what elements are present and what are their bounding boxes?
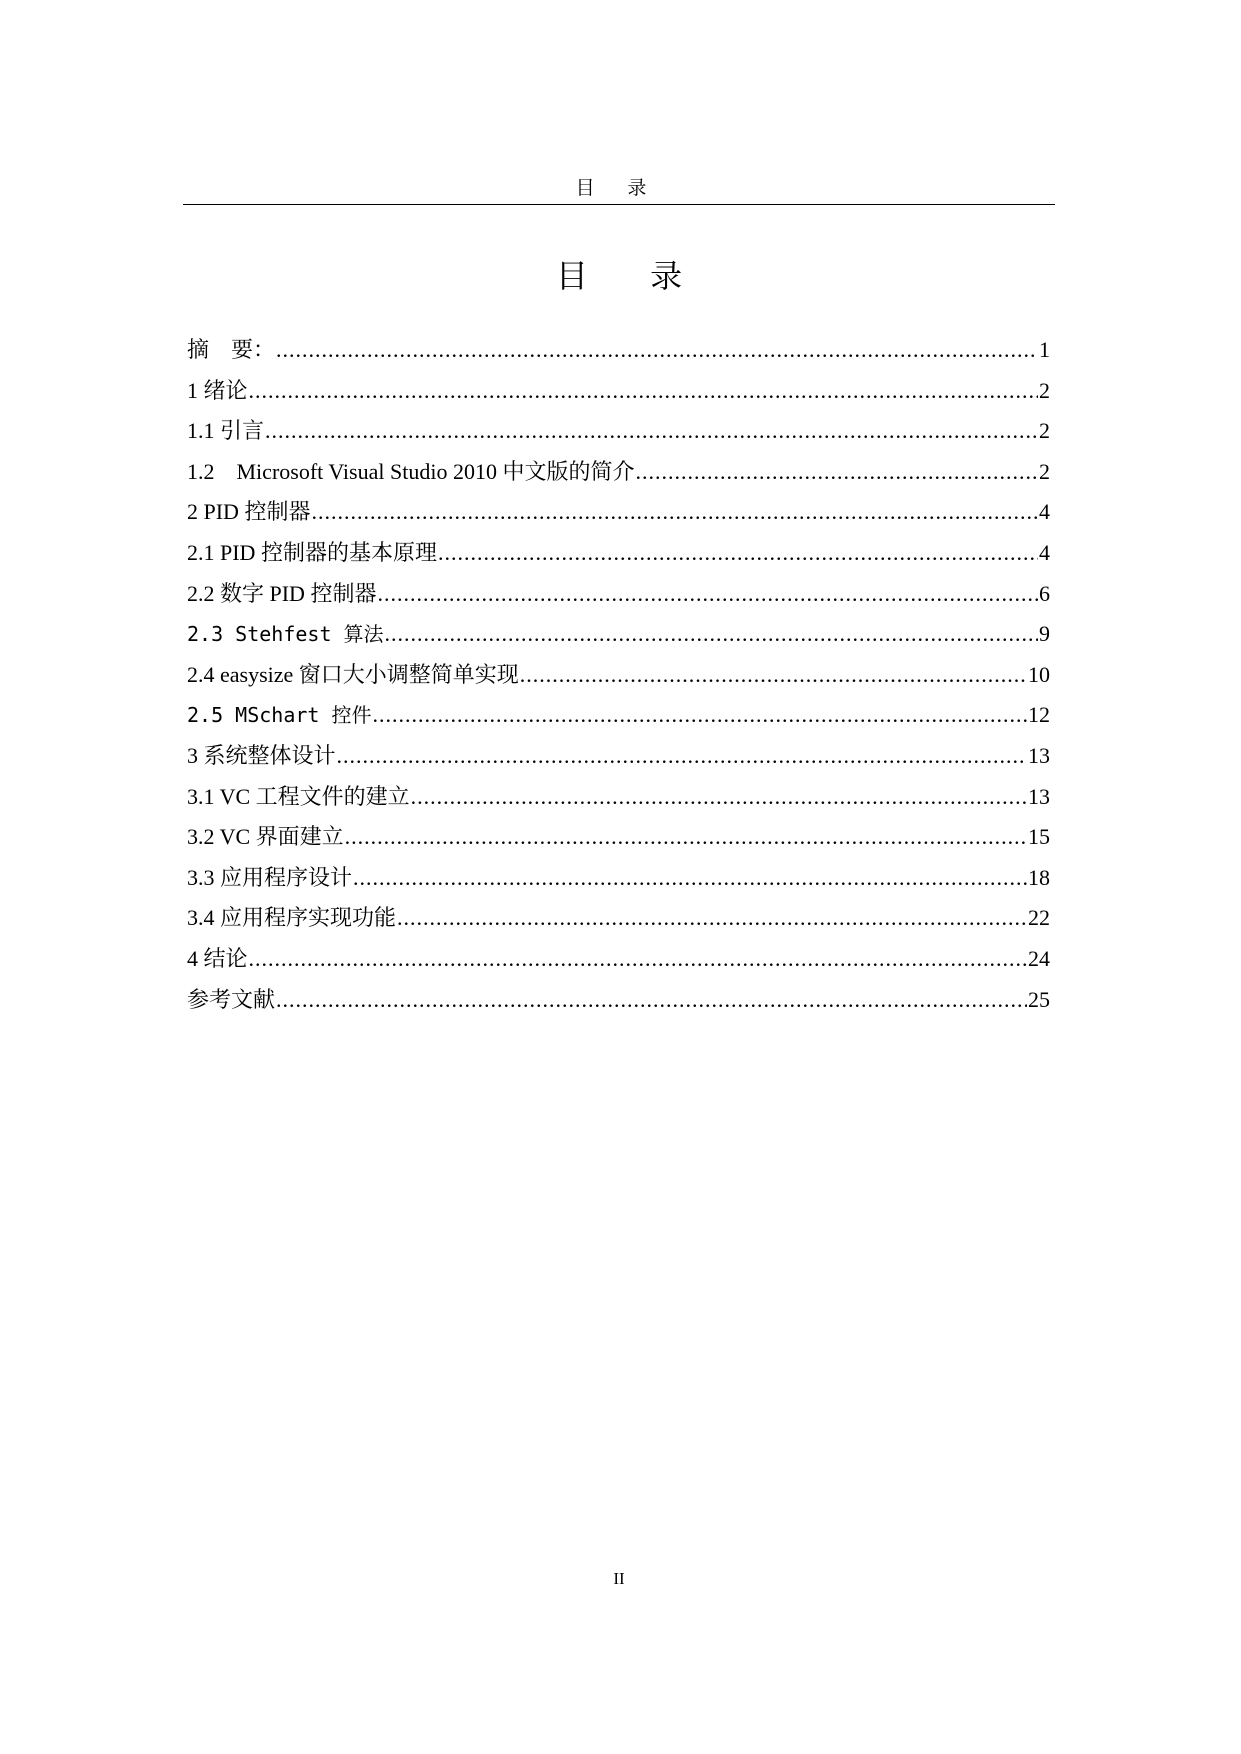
toc-entry-page: 24 xyxy=(1028,945,1050,971)
header-rule xyxy=(183,204,1055,205)
toc-entry-page: 2 xyxy=(1039,458,1050,484)
dot-leader xyxy=(345,817,1027,857)
table-of-contents xyxy=(187,330,1050,1020)
toc-entry-label: 1.2 Microsoft Visual Studio 2010 中文版的简介 xyxy=(187,458,635,484)
toc-entry-2[interactable] xyxy=(187,492,1050,533)
toc-entry-label: 参考文献 xyxy=(187,986,276,1012)
toc-entry-page: 6 xyxy=(1039,580,1050,606)
dot-leader xyxy=(397,898,1027,938)
page-number: II xyxy=(613,1569,625,1588)
toc-entry-label: 1 绪论 xyxy=(187,377,248,403)
toc-entry-label: 3.2 VC 界面建立 xyxy=(187,824,344,850)
toc-entry-label: 2.5 MSchart 控件 xyxy=(187,703,372,728)
dot-leader xyxy=(311,492,1038,532)
toc-entry-2-5[interactable] xyxy=(187,695,1050,736)
toc-entry-3[interactable] xyxy=(187,736,1050,777)
toc-entry-4[interactable] xyxy=(187,939,1050,980)
toc-entry-abstract[interactable] xyxy=(187,330,1050,371)
toc-entry-page: 22 xyxy=(1028,905,1050,931)
dot-leader xyxy=(373,695,1028,735)
running-header: 目 录 xyxy=(575,178,661,199)
toc-entry-1-1[interactable] xyxy=(187,411,1050,452)
toc-entry-2-4[interactable] xyxy=(187,655,1050,696)
toc-entry-page: 4 xyxy=(1039,499,1050,525)
toc-entry-label: 2.4 easysize 窗口大小调整简单实现 xyxy=(187,661,519,687)
toc-entry-page: 25 xyxy=(1028,986,1050,1012)
toc-entry-label: 2.2 数字 PID 控制器 xyxy=(187,580,377,606)
toc-entry-2-3[interactable] xyxy=(187,614,1050,655)
toc-entry-label: 2 PID 控制器 xyxy=(187,499,311,525)
toc-entry-page: 18 xyxy=(1028,864,1050,890)
toc-entry-page: 2 xyxy=(1039,418,1050,444)
dot-leader xyxy=(353,858,1027,898)
dot-leader xyxy=(377,574,1038,614)
toc-entry-1[interactable] xyxy=(187,371,1050,412)
toc-entry-references[interactable] xyxy=(187,980,1050,1021)
toc-entry-page: 2 xyxy=(1039,377,1050,403)
toc-entry-page: 13 xyxy=(1028,783,1050,809)
dot-leader xyxy=(337,736,1027,776)
dot-leader xyxy=(276,330,1038,370)
dot-leader xyxy=(438,533,1038,573)
toc-entry-label: 3.3 应用程序设计 xyxy=(187,864,353,890)
dot-leader xyxy=(635,452,1038,492)
toc-entry-3-1[interactable] xyxy=(187,777,1050,818)
toc-entry-3-4[interactable] xyxy=(187,898,1050,939)
toc-entry-1-2[interactable] xyxy=(187,452,1050,493)
page-title: 目 录 xyxy=(555,257,709,295)
dot-leader xyxy=(385,614,1038,654)
toc-entry-page: 1 xyxy=(1039,337,1050,362)
toc-entry-page: 10 xyxy=(1028,661,1050,687)
dot-leader xyxy=(249,939,1027,979)
dot-leader xyxy=(411,777,1027,817)
toc-entry-label: 2.1 PID 控制器的基本原理 xyxy=(187,539,437,565)
toc-entry-page: 13 xyxy=(1028,742,1050,768)
toc-entry-label: 摘 要： xyxy=(187,337,276,362)
toc-entry-label: 1.1 引言 xyxy=(187,418,265,444)
toc-entry-page: 12 xyxy=(1028,702,1050,728)
toc-entry-3-3[interactable] xyxy=(187,858,1050,899)
dot-leader xyxy=(276,980,1027,1020)
toc-entry-page: 9 xyxy=(1039,621,1050,647)
toc-entry-3-2[interactable] xyxy=(187,817,1050,858)
toc-entry-page: 15 xyxy=(1028,824,1050,850)
toc-entry-label: 2.3 Stehfest 算法 xyxy=(187,622,384,647)
toc-entry-page: 4 xyxy=(1039,539,1050,565)
toc-entry-label: 3 系统整体设计 xyxy=(187,742,336,768)
toc-entry-label: 4 结论 xyxy=(187,945,248,971)
toc-entry-label: 3.1 VC 工程文件的建立 xyxy=(187,783,410,809)
dot-leader xyxy=(249,371,1038,411)
dot-leader xyxy=(520,655,1027,695)
toc-entry-label: 3.4 应用程序实现功能 xyxy=(187,905,397,931)
toc-entry-2-1[interactable] xyxy=(187,533,1050,574)
dot-leader xyxy=(265,411,1038,451)
toc-entry-2-2[interactable] xyxy=(187,574,1050,615)
